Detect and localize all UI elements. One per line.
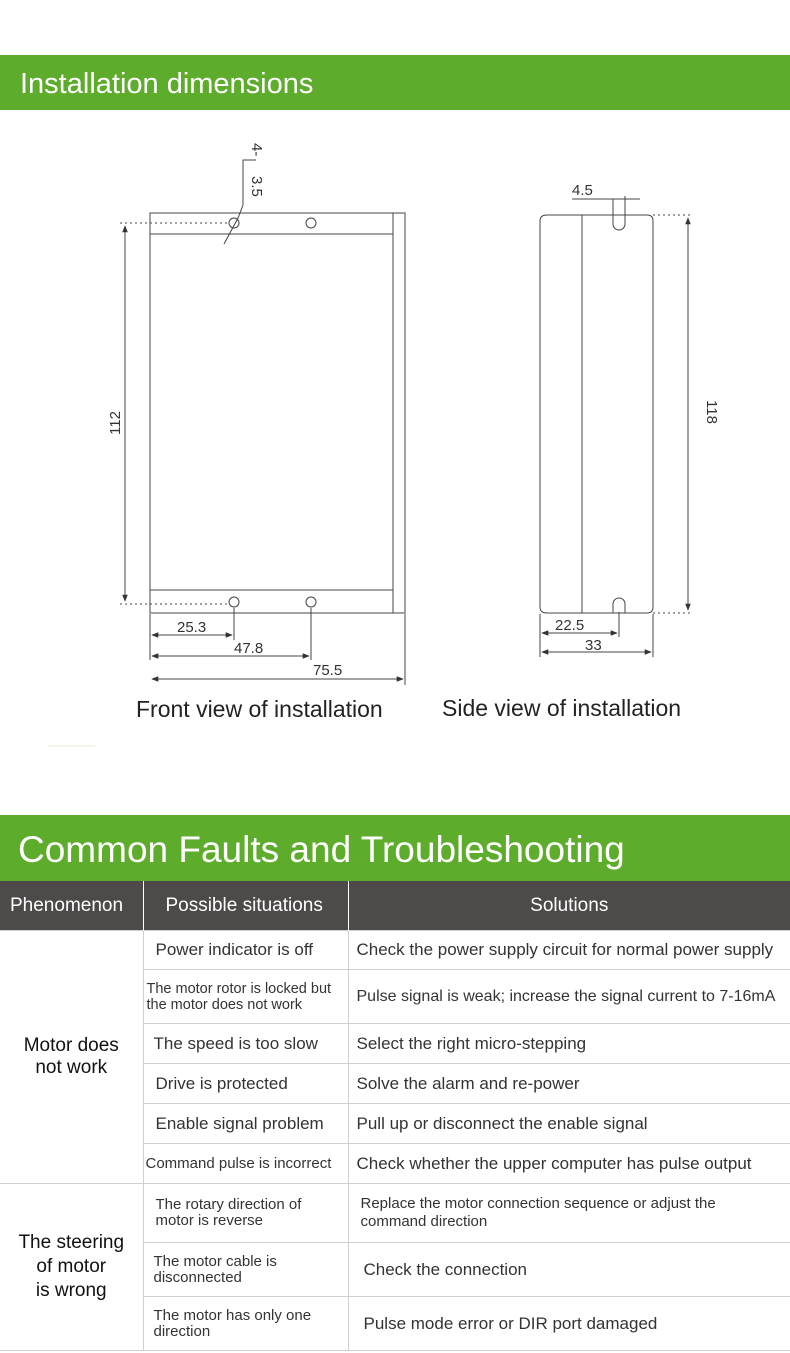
header-solutions: Solutions [348, 881, 790, 931]
solution-cell: Pulse mode error or DIR port damaged [348, 1297, 790, 1351]
installation-drawing [0, 130, 790, 750]
solution-cell: Check whether the upper computer has pulse output [348, 1144, 790, 1184]
solution-cell: Solve the alarm and re-power [348, 1064, 790, 1104]
mount-hole [306, 597, 316, 607]
solution-cell: Check the connection [348, 1243, 790, 1297]
solution-cell: Check the power supply circuit for normal power supply [348, 931, 790, 970]
phenomenon-cell [0, 931, 143, 1184]
faults-title: Common Faults and Troubleshooting [18, 829, 625, 870]
dim-width-front: 75.5 [313, 662, 343, 679]
situation-cell: The motor cable is disconnected [143, 1243, 348, 1297]
situation-cell: Drive is protected [143, 1064, 348, 1104]
dim-hole-x1: 25.3 [177, 619, 207, 636]
table-header-row [0, 881, 790, 931]
side-view [540, 196, 692, 657]
situation-cell: The rotary direction of motor is reverse [143, 1184, 348, 1243]
solution-cell: Pull up or disconnect the enable signal [348, 1104, 790, 1144]
faults-table [0, 881, 790, 1351]
phenomenon-cell [0, 1184, 143, 1351]
situation-cell: Power indicator is off [143, 931, 348, 970]
installation-title: Installation dimensions [20, 68, 314, 100]
mount-hole [306, 218, 316, 228]
solution-cell: Select the right micro-stepping [348, 1024, 790, 1064]
solution-cell: Replace the motor connection sequence or adjust the command direction [348, 1184, 790, 1243]
header-phenomenon: Phenomenon [0, 881, 143, 931]
situation-cell: Enable signal problem [143, 1104, 348, 1144]
dim-hole-count: 4- [248, 143, 265, 157]
dim-depth-side: 33 [585, 637, 602, 654]
mount-slot [613, 215, 625, 230]
table-row [0, 1184, 790, 1243]
table-row [0, 931, 790, 970]
dim-hole-diameter: 3.5 [248, 176, 265, 197]
faults-banner [0, 815, 790, 881]
dim-height-front: 112 [107, 411, 124, 435]
dim-hole-x2: 47.8 [234, 640, 264, 657]
situation-cell: Command pulse is incorrect [143, 1144, 348, 1184]
dim-height-side: 118 [703, 400, 720, 424]
situation-cell: The speed is too slow [143, 1024, 348, 1064]
mount-slot [613, 598, 625, 613]
phenomenon-text: Motor does [23, 1035, 119, 1056]
situation-cell: The motor rotor is locked but the motor does not work [143, 970, 348, 1024]
front-view-caption: Front view of installation [136, 696, 383, 722]
front-view [120, 160, 405, 685]
mount-hole [229, 597, 239, 607]
side-view-caption: Side view of installation [442, 695, 682, 721]
installation-banner [0, 55, 790, 110]
dim-slot-width: 4.5 [572, 182, 593, 199]
phenomenon-text: is wrong [35, 1280, 107, 1301]
phenomenon-text: of motor [36, 1256, 107, 1277]
header-situations: Possible situations [143, 881, 348, 931]
phenomenon-text: The steering [18, 1232, 125, 1253]
phenomenon-text: not work [35, 1057, 108, 1078]
situation-cell: The motor has only one direction [143, 1297, 348, 1351]
dim-slot-offset: 22.5 [555, 617, 585, 634]
solution-cell: Pulse signal is weak; increase the signal current to 7-16mA [348, 970, 790, 1024]
